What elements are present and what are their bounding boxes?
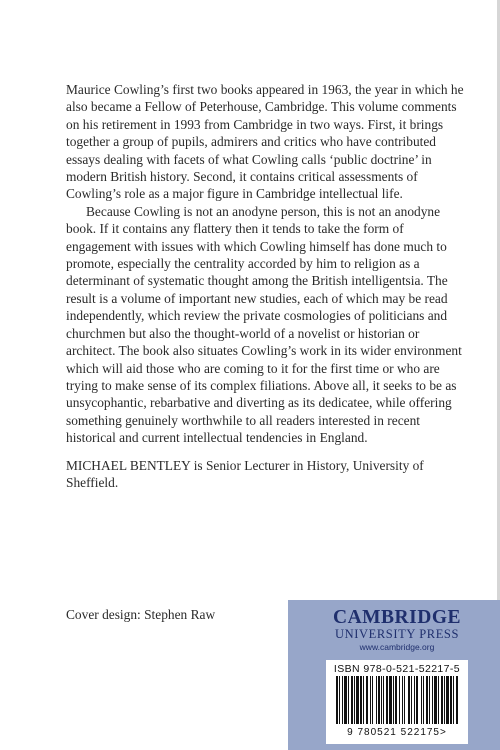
barcode-digits bbox=[326, 727, 468, 739]
blurb-paragraph-2: Because Cowling is not an anodyne person, this is not an anodyne book. If it contains any flattery then it tends to take the form of engagement with issues with which Cowling himself has done much to promote, especially the centrality accorded by him to religion as a determinant of systematic thought among the British intelligentsia. The result is a volume of important new studies, each of which may be read independently, which review the private cosmologies of politicians and churchmen but also the thought-world of a novelist or historian or architect. The book also situates Cowling’s work in its wider environment which will aid those who are coming to it for the first time or who are trying to make sense of its complex filiations. Above all, it seeks to be as unsycophantic, rebarbative and diverting as its dedicatee, while offering something genuinely worthwhile to all readers interested in recent historical and current intellectual tendencies in England. bbox=[66, 203, 462, 446]
isbn-label: ISBN 978-0-521-52217-5 bbox=[333, 663, 461, 675]
barcode-icon bbox=[330, 676, 464, 726]
barcode-end-mark: > bbox=[440, 727, 447, 738]
publisher-panel bbox=[288, 600, 500, 750]
cover-design-credit: Cover design: Stephen Raw bbox=[66, 607, 216, 622]
publisher-url: www.cambridge.org bbox=[359, 642, 435, 652]
barcode-panel bbox=[326, 660, 468, 744]
barcode-digits-text: 9 780521 522175 bbox=[347, 727, 440, 738]
blurb-paragraph-1: Maurice Cowling’s first two books appeared in 1963, the year in which he also became a Fellow of Peterhouse, Cambridge. This volume comments on his retirement in 1993 from Cambridge in two ways. First, it brings together a group of pupils, admirers and critics who have contributed essays dealing with facets of what Cowling calls ‘public doctrine’ in modern British history. Second, it contains critical assessments of Cowling’s role as a major figure in Cambridge intellectual life. bbox=[66, 82, 464, 202]
publisher-subtitle: UNIVERSITY PRESS bbox=[334, 627, 460, 641]
publisher-name: CAMBRIDGE bbox=[332, 607, 461, 628]
back-cover-blurb bbox=[66, 81, 468, 491]
author-note: MICHAEL BENTLEY is Senior Lecturer in History, University of Sheffield. bbox=[66, 457, 424, 490]
